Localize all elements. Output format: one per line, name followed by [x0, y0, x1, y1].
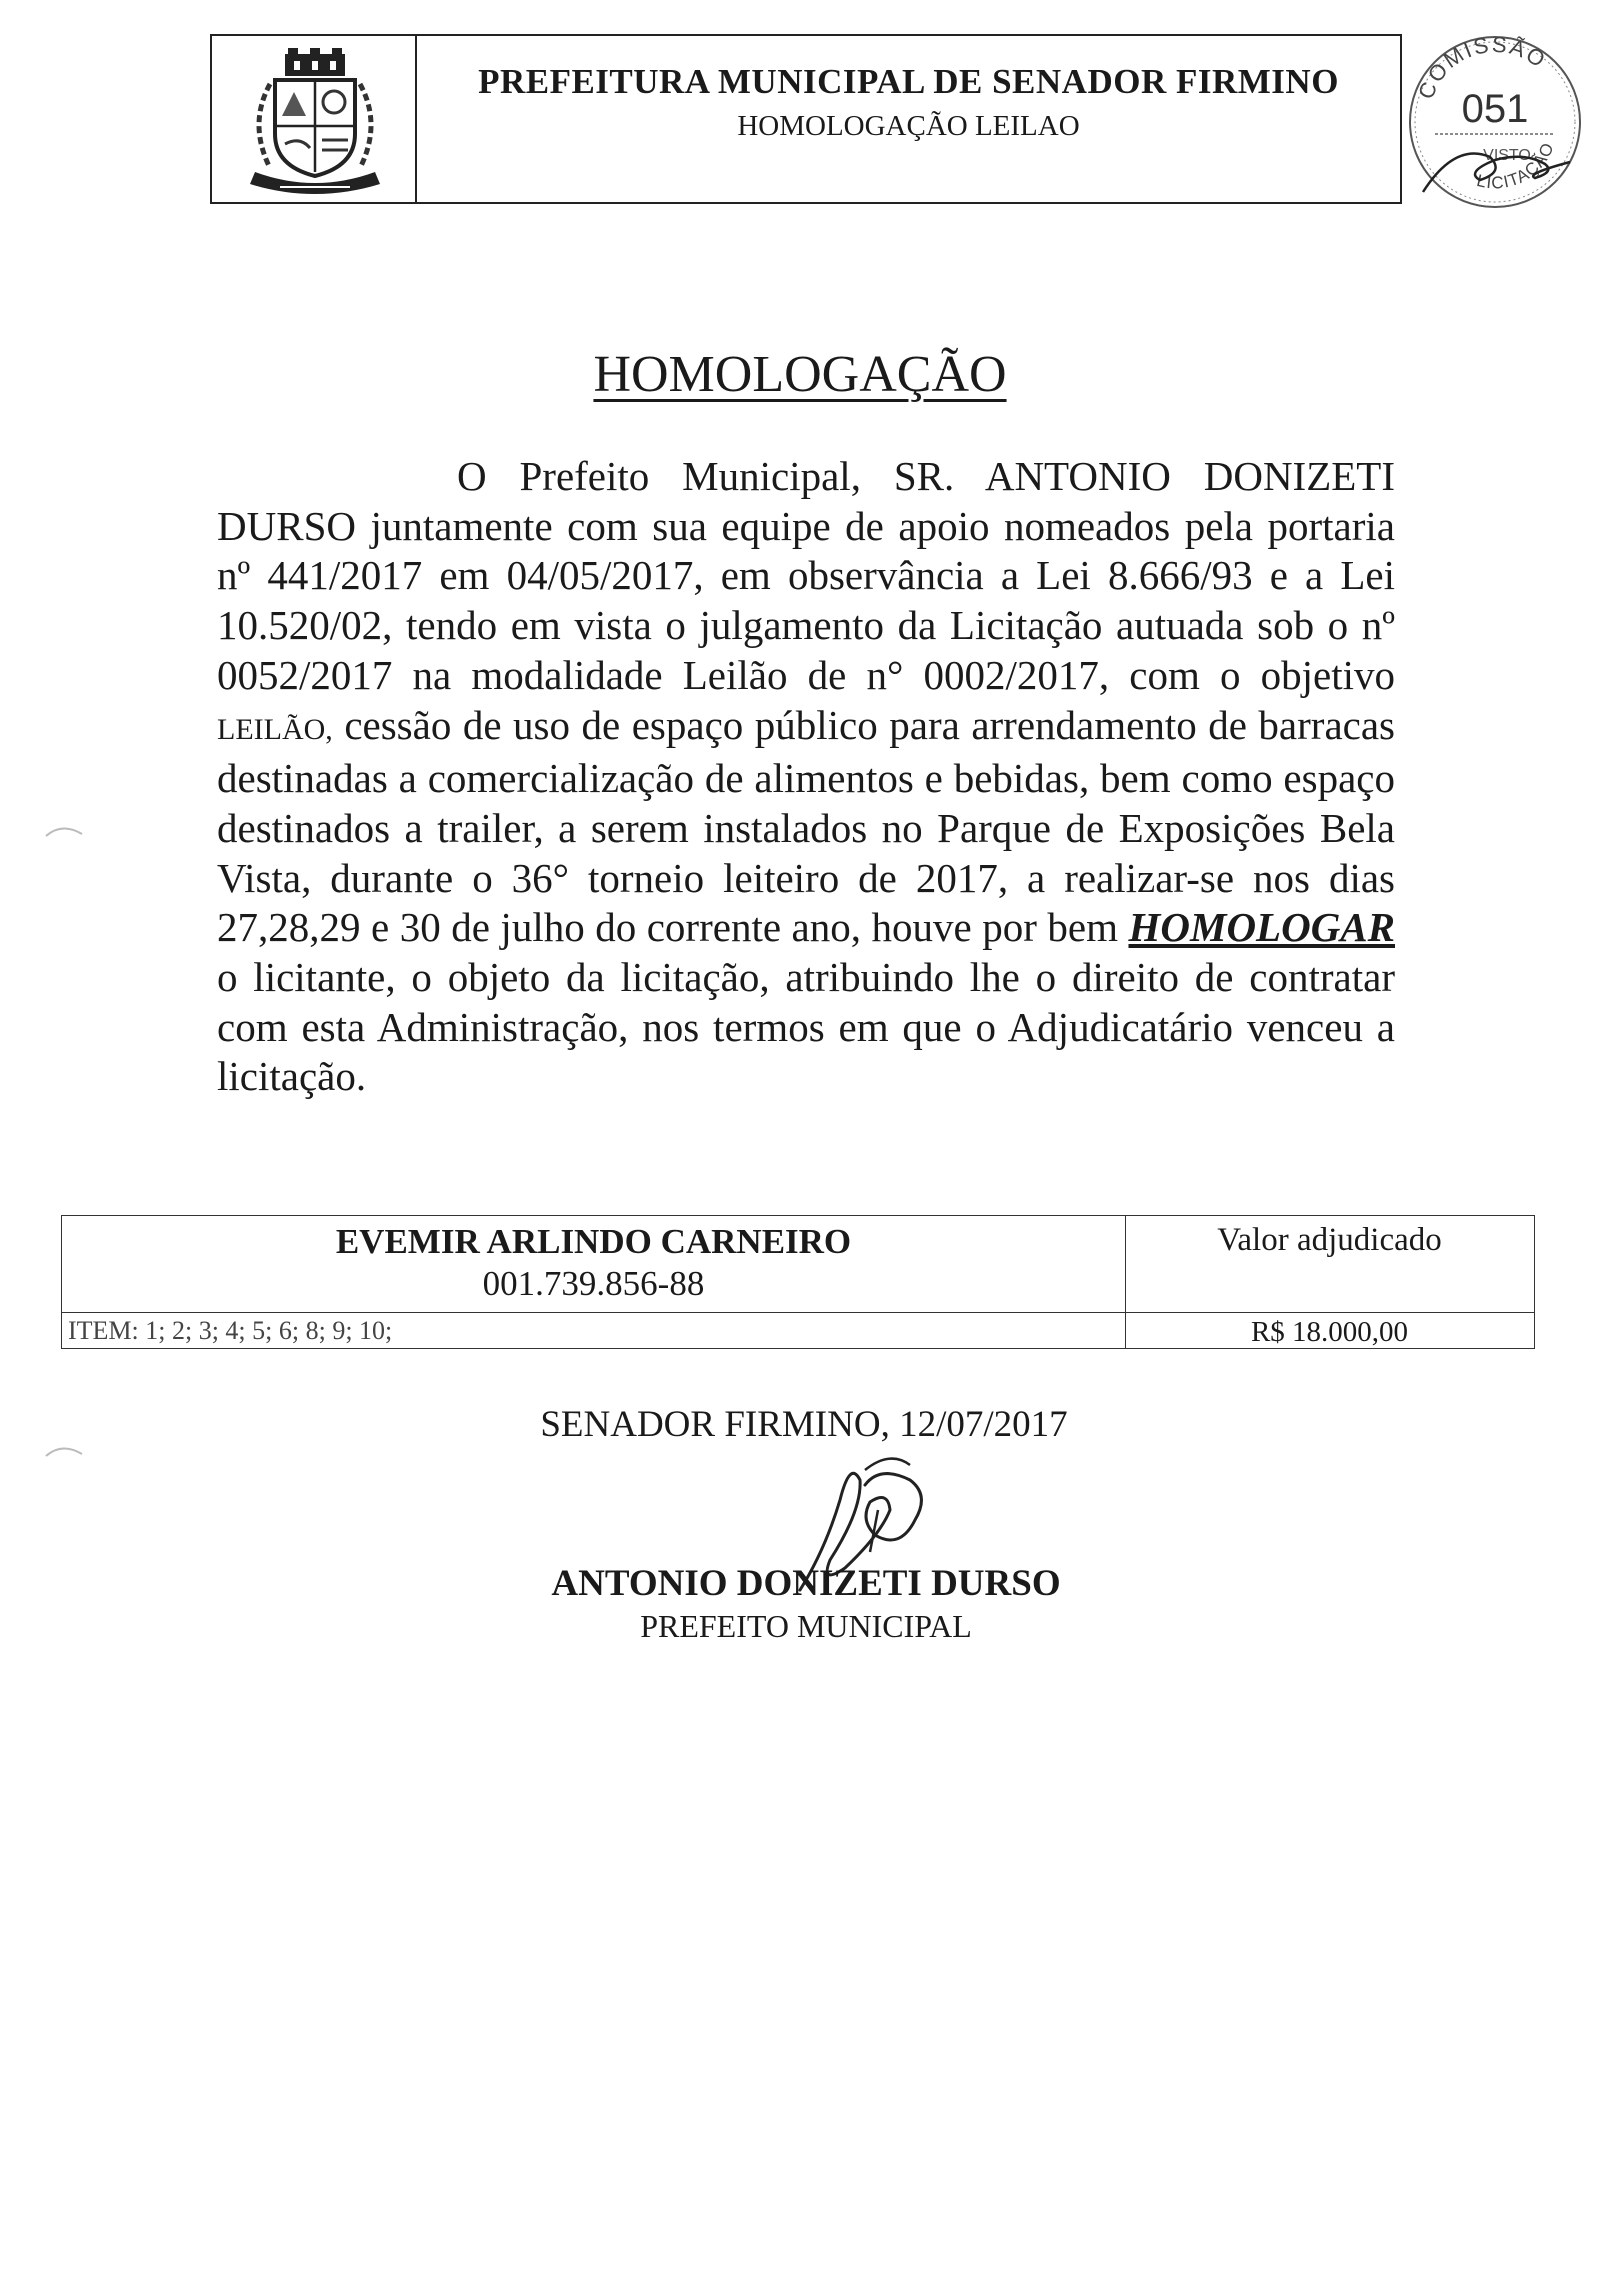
stamp-visto-text: VISTO: [1483, 147, 1531, 164]
commission-stamp: [1395, 22, 1595, 227]
paragraph-smallcaps-word: LEILÃO,: [217, 712, 333, 746]
paragraph-part-2: cessão de uso de espaço público para arrendamento de barracas destinadas a comercialização de alimentos e bebidas, bem como espaço destinados a trailer, a serem instalados no Parque de Exposições Bela Vista, durante o 36° torneio leiteiro de 2017, a realizar-se nos dias 27,28,29 e 30 de julho do corrente ano, houve por bem: [217, 701, 1395, 951]
paragraph-part-1: O Prefeito Municipal, SR. ANTONIO DONIZETI DURSO juntamente com sua equipe de apoio nomeados pela portaria nº 441/2017 em 04/05/2017, em observância a Lei 8.666/93 e a Lei 10.520/02, tendo em vista o julgamento da Licitação autuada sob o nº 0052/2017 na modalidade Leilão de n° 0002/2017, com o objetivo: [217, 453, 1395, 698]
item-list: ITEM: 1; 2; 3; 4; 5; 6; 8; 9; 10;: [68, 1316, 393, 1345]
winner-name: EVEMIR ARLINDO CARNEIRO: [335, 1222, 852, 1261]
homologation-paragraph: [217, 452, 1395, 1102]
municipality-title: PREFEITURA MUNICIPAL DE SENADOR FIRMINO: [478, 62, 1339, 101]
stamp-page-number: 051: [1461, 87, 1529, 131]
municipal-crest-icon: [230, 44, 400, 194]
winner-document: 001.739.856-88: [482, 1264, 705, 1303]
stamp-top-text: COMISSÃO: [1412, 31, 1552, 103]
scan-mark: [42, 820, 92, 840]
signer-name: ANTONIO DONIZETI DURSO: [551, 1563, 1061, 1604]
scan-mark: [42, 1440, 92, 1460]
value-header: Valor adjudicado: [1217, 1222, 1442, 1258]
place-and-date: SENADOR FIRMINO, 12/07/2017: [540, 1404, 1068, 1445]
paragraph-part-3: o licitante, o objeto da licitação, atribuindo lhe o direito de contratar com esta Administração, nos termos em que o Adjudicatário venceu a licitação.: [217, 954, 1395, 1100]
signer-role: PREFEITO MUNICIPAL: [640, 1608, 972, 1644]
document-heading: HOMOLOGAÇÃO: [593, 346, 1007, 403]
document-subtitle: HOMOLOGAÇÃO LEILAO: [737, 110, 1080, 142]
awarded-value: R$ 18.000,00: [1250, 1316, 1409, 1348]
crest-cell: [212, 36, 417, 202]
homologar-emphasis: HOMOLOGAR: [1128, 904, 1396, 951]
stamp-bottom-text: LICITAÇÃO: [1474, 139, 1559, 193]
award-table: [61, 1215, 1535, 1349]
letterhead: [210, 34, 1402, 204]
